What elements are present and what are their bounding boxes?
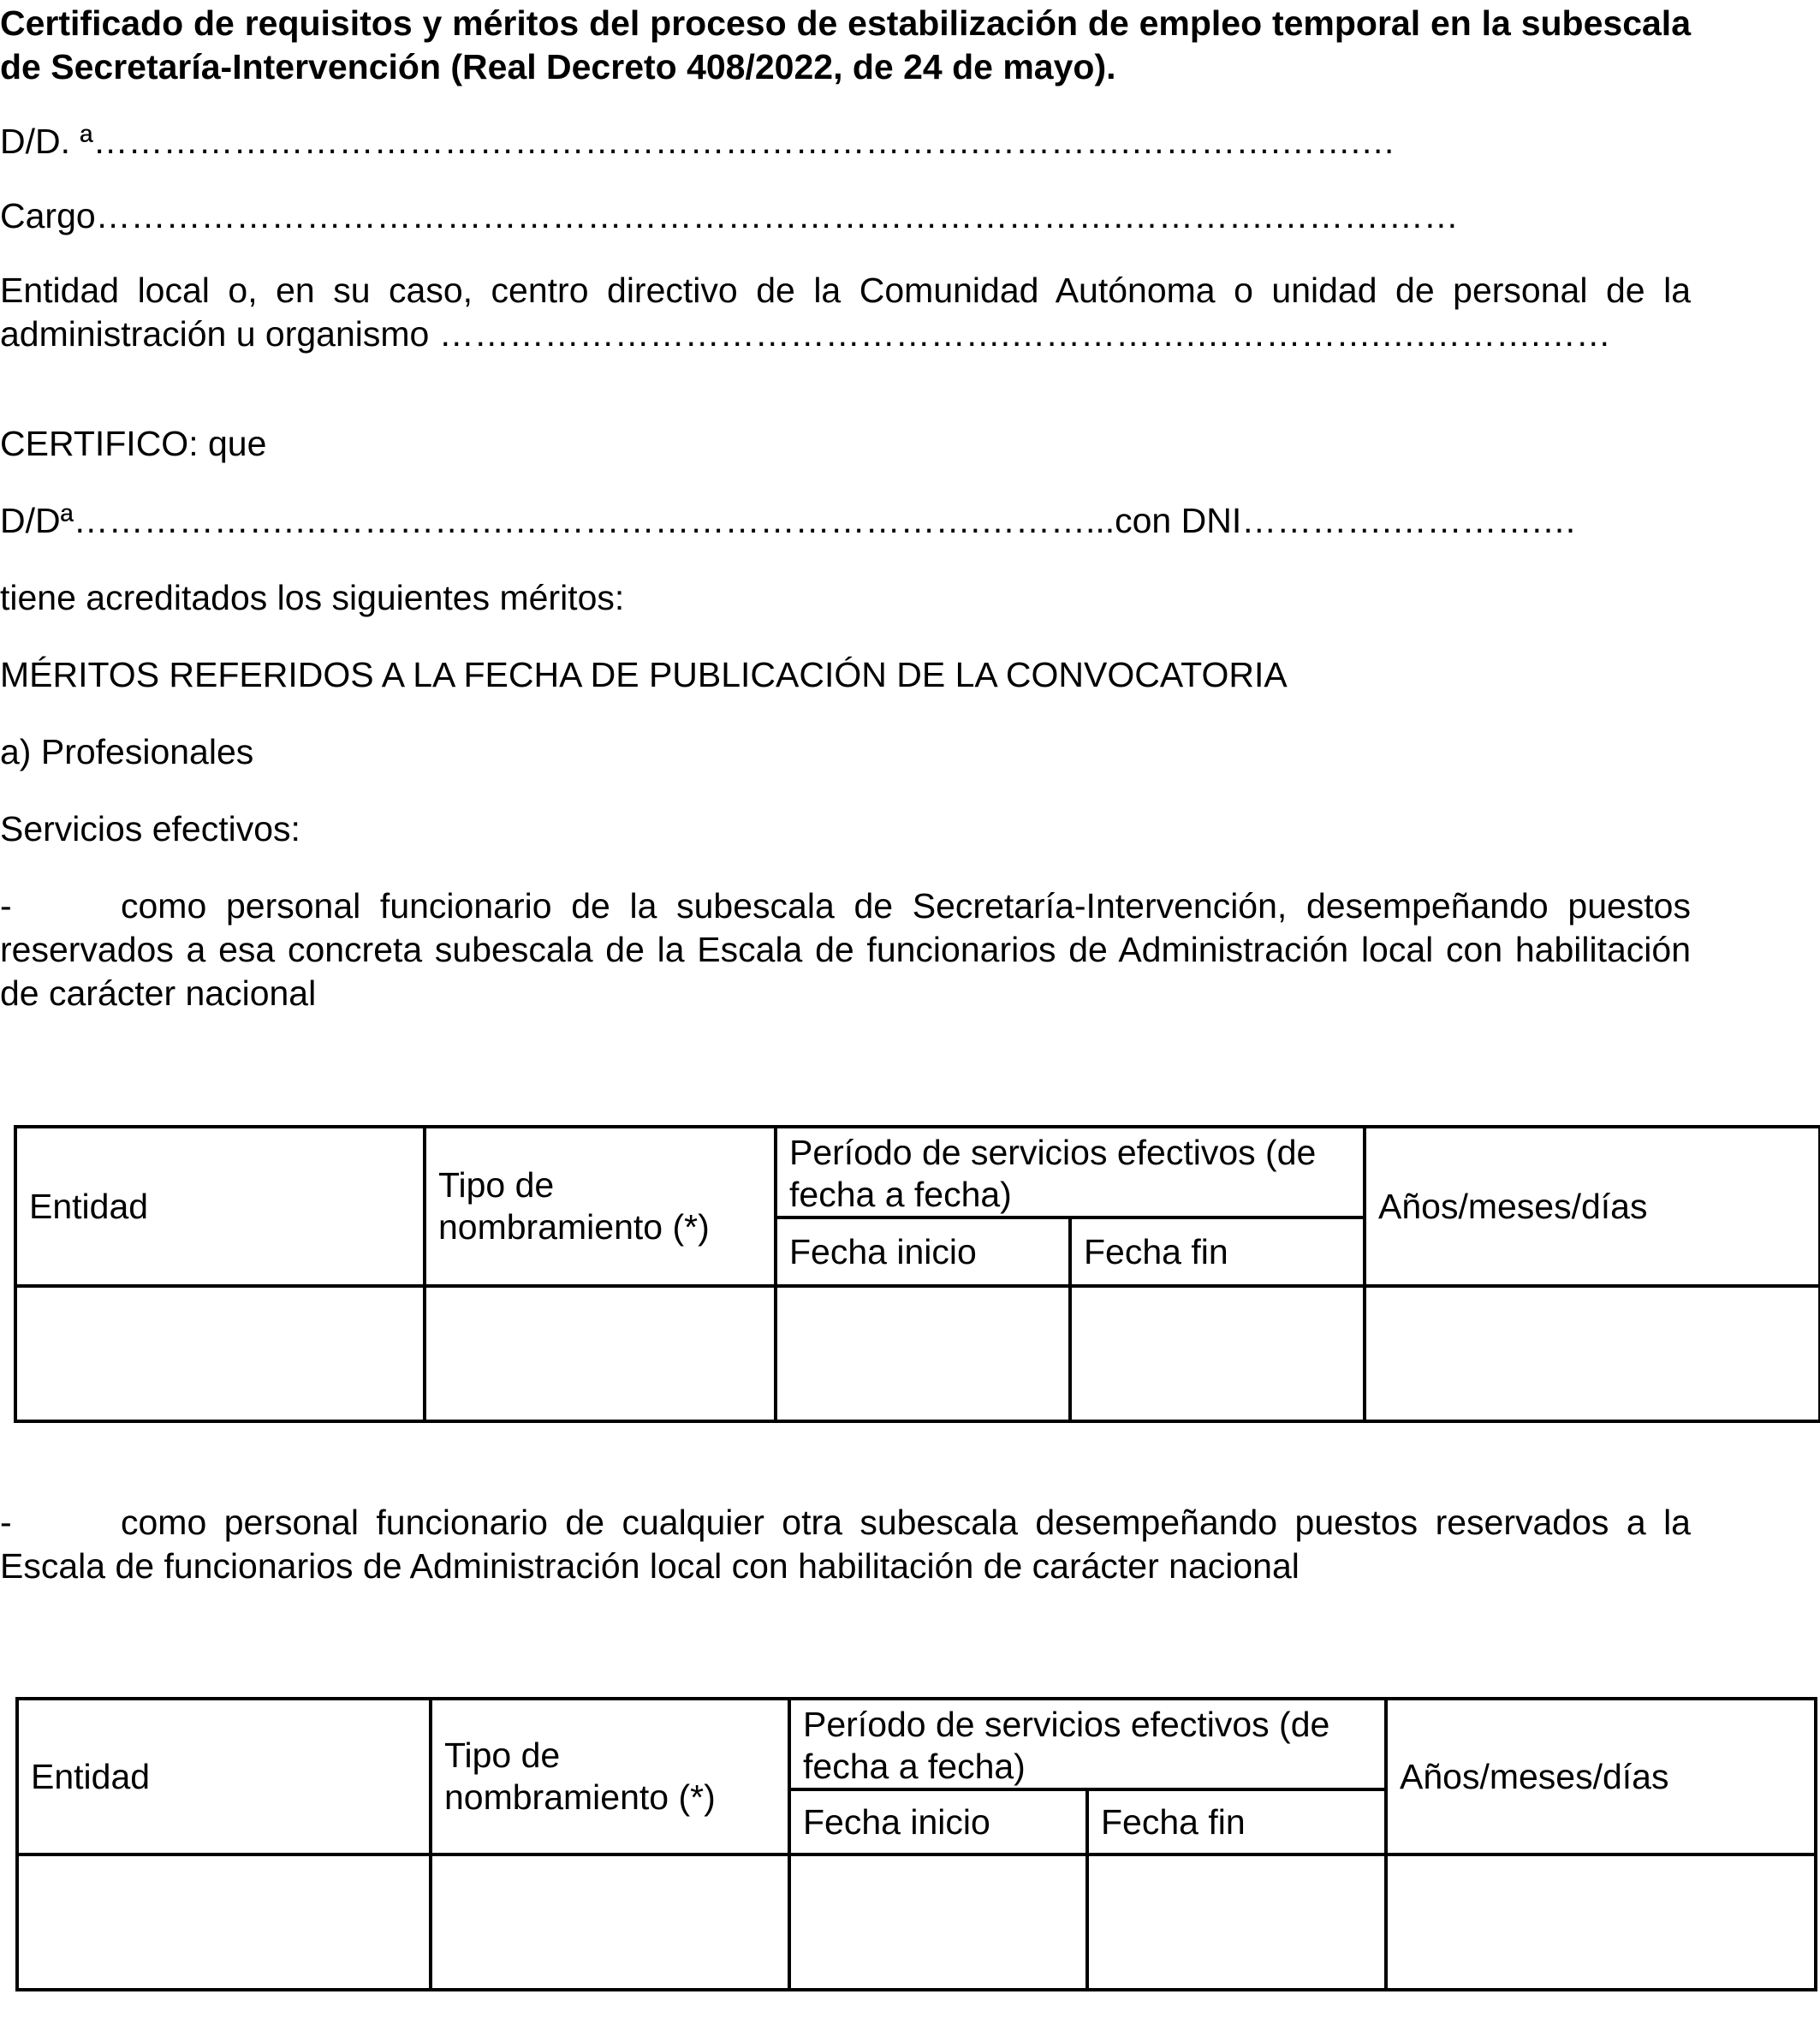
entidad-field-line: Entidad local o, en su caso, centro directivo de la Comunidad Autónoma o unidad de personal de la administración u organismo ………………………………………….…………….…………….….……….…… xyxy=(0,271,1691,354)
section-2-dash: - xyxy=(0,1503,12,1542)
cell-duracion[interactable] xyxy=(1386,1854,1816,1990)
header-periodo: Período de servicios efectivos (de fecha a fecha) xyxy=(776,1127,1365,1217)
header-fecha-fin: Fecha fin xyxy=(1070,1217,1365,1286)
cell-fecha-inicio[interactable] xyxy=(789,1854,1087,1990)
dd-field-line: D/D. ª………………………………………………………………….………….………….…….… xyxy=(0,122,1396,161)
header-duracion: Años/meses/días xyxy=(1386,1699,1816,1854)
header-periodo: Período de servicios efectivos (de fecha a fecha) xyxy=(789,1699,1386,1789)
cell-fecha-fin[interactable] xyxy=(1070,1286,1365,1421)
dda-dni-line: D/Dª……………….……………….………………………………….………...con DNI………….………….… xyxy=(0,501,1578,540)
cell-tipo-nombramiento[interactable] xyxy=(425,1286,776,1421)
cell-fecha-fin[interactable] xyxy=(1087,1854,1386,1990)
header-fecha-fin: Fecha fin xyxy=(1087,1789,1386,1854)
services-table-2 xyxy=(15,1697,1817,1991)
table-row xyxy=(17,1854,1816,1990)
header-entidad: Entidad xyxy=(15,1127,425,1286)
certifico-label: CERTIFICO: que xyxy=(0,424,267,463)
meritos-heading: MÉRITOS REFERIDOS A LA FECHA DE PUBLICACIÓN DE LA CONVOCATORIA xyxy=(0,655,1288,694)
cell-tipo-nombramiento[interactable] xyxy=(431,1854,789,1990)
header-fecha-inicio: Fecha inicio xyxy=(776,1217,1070,1286)
header-duracion: Años/meses/días xyxy=(1365,1127,1820,1286)
cargo-field-line: Cargo…………………………………………………………………………….………….……….…… xyxy=(0,196,1459,235)
section-1-text xyxy=(0,884,1691,1015)
header-tipo-nombramiento: Tipo de nombramiento (*) xyxy=(425,1127,776,1286)
servicios-heading: Servicios efectivos: xyxy=(0,809,300,848)
cell-entidad[interactable] xyxy=(17,1854,431,1990)
cell-entidad[interactable] xyxy=(15,1286,425,1421)
header-fecha-inicio: Fecha inicio xyxy=(789,1789,1087,1854)
acreditados-text: tiene acreditados los siguientes méritos: xyxy=(0,578,625,617)
section-1-body: como personal funcionario de la subescala de Secretaría-Intervención, desempeñando puestos reservados a esa concreta subescala de la Escala de funcionarios de Administración local con habilitación de carácter nacional xyxy=(0,886,1691,1013)
table-row xyxy=(15,1286,1820,1421)
section-1-dash: - xyxy=(0,886,12,926)
section-2-text xyxy=(0,1501,1691,1588)
header-tipo-nombramiento: Tipo de nombramiento (*) xyxy=(431,1699,789,1854)
section-2-body: como personal funcionario de cualquier otra subescala desempeñando puestos reservados a la Escala de funcionarios de Administración local con habilitación de carácter nacional xyxy=(0,1503,1691,1586)
profesionales-heading: a) Profesionales xyxy=(0,732,254,771)
cell-fecha-inicio[interactable] xyxy=(776,1286,1070,1421)
header-entidad: Entidad xyxy=(17,1699,431,1854)
services-table-1 xyxy=(14,1125,1820,1423)
document-title: Certificado de requisitos y méritos del proceso de estabilización de empleo temporal en la subescala de Secretaría-Intervención (Real Decreto 408/2022, de 24 de mayo). xyxy=(0,3,1691,86)
cell-duracion[interactable] xyxy=(1365,1286,1820,1421)
